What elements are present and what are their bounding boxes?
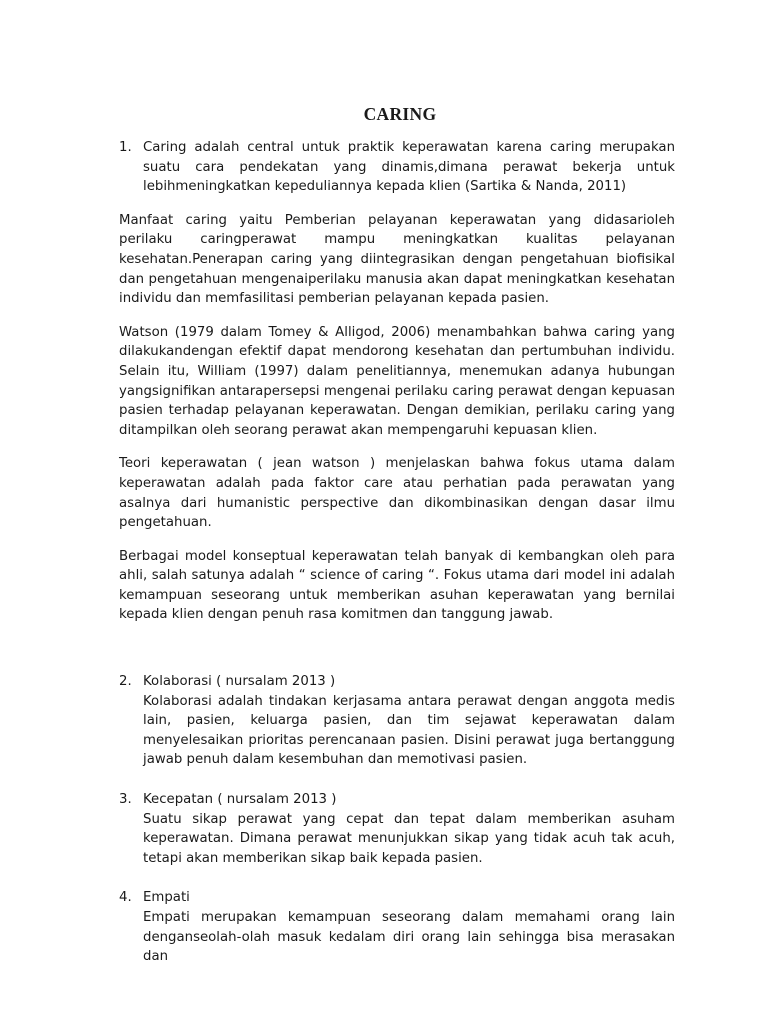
item-text: Caring adalah central untuk praktik keperawatan karena caring merupakan suatu cara pendekatan yang dinamis,dimana perawat bekerja untuk lebihmeningkatkan kepeduliannya kepada klien (Sartika & Nanda, 2011) — [143, 140, 675, 195]
item-body — [143, 790, 675, 868]
paragraph-manfaat: Manfaat caring yaitu Pemberian pelayanan keperawatan yang didasarioleh perilaku caringperawat mampu meningkatkan kualitas pelayanan kesehatan.Penerapan caring yang diintegrasikan dengan pengetahuan biofisikal dan pengetahuan mengenaiperilaku manusia akan dapat meningkatkan kesehatan individu dan memfasilitasi pemberian pelayanan kepada pasien. — [119, 212, 675, 307]
item-text: Kolaborasi adalah tindakan kerjasama antara perawat dengan anggota medis lain, pasien, keluarga pasien, dan tim sejawat keperawatan dalam menyelesaikan prioritas perencanaan pasien. Disini perawat juga bertanggung jawab penuh dalam kesembuhan dan memotivasi pasien. — [143, 693, 675, 768]
item-number: 2. — [119, 674, 132, 690]
paragraph-teori: Teori keperawatan ( jean watson ) menjelaskan bahwa fokus utama dalam keperawatan adalah pada faktor care atau perhatian pada perawatan yang asalnya dari humanistic perspective dan dikombinasikan dengan dasar ilmu pengetahuan. — [119, 456, 675, 531]
numbered-item-1 — [119, 138, 675, 197]
item-number: 4. — [119, 890, 132, 906]
item-heading: Empati — [143, 890, 190, 906]
item-body — [143, 888, 675, 966]
numbered-item-2 — [119, 672, 675, 770]
item-heading: Kolaborasi ( nursalam 2013 ) — [143, 674, 336, 690]
item-body — [143, 672, 675, 770]
item-text: Suatu sikap perawat yang cepat dan tepat dalam memberikan asuham keperawatan. Dimana perawat menunjukkan sikap yang tidak acuh tak acuh, tetapi akan memberikan sikap baik kepada pasien. — [143, 811, 675, 866]
item-number: 1. — [119, 140, 132, 155]
paragraph-watson: Watson (1979 dalam Tomey & Alligod, 2006) menambahkan bahwa caring yang dilakukandengan efektif dapat mendorong kesehatan dan pertumbuhan individu. Selain itu, William (1997) dalam penelitiannya, menemukan adanya hubungan yangsignifikan antarapersepsi mengenai perilaku caring perawat dengan kepuasan pasien terhadap pelayanan keperawatan. Dengan demikian, perilaku caring yang ditampilkan oleh seorang perawat akan mempengaruhi kepuasan klien. — [119, 324, 675, 438]
numbered-item-3 — [119, 790, 675, 868]
document-title: CARING — [363, 104, 437, 124]
item-text: Empati merupakan kemampuan seseorang dalam memahami orang lain denganseolah-olah masuk kedalam diri orang lain sehingga bisa merasakan dan — [143, 910, 675, 965]
item-heading: Kecepatan ( nursalam 2013 ) — [143, 792, 337, 808]
numbered-item-4 — [119, 888, 675, 966]
item-number: 3. — [119, 792, 132, 808]
paragraph-model-konseptual: Berbagai model konseptual keperawatan telah banyak di kembangkan oleh para ahli, salah satunya adalah “ science of caring “. Fokus utama dari model ini adalah kemampuan seseorang untuk memberikan asuhan keperawatan yang bernilai kepada klien dengan penuh rasa komitmen dan tanggung jawab. — [119, 548, 675, 623]
